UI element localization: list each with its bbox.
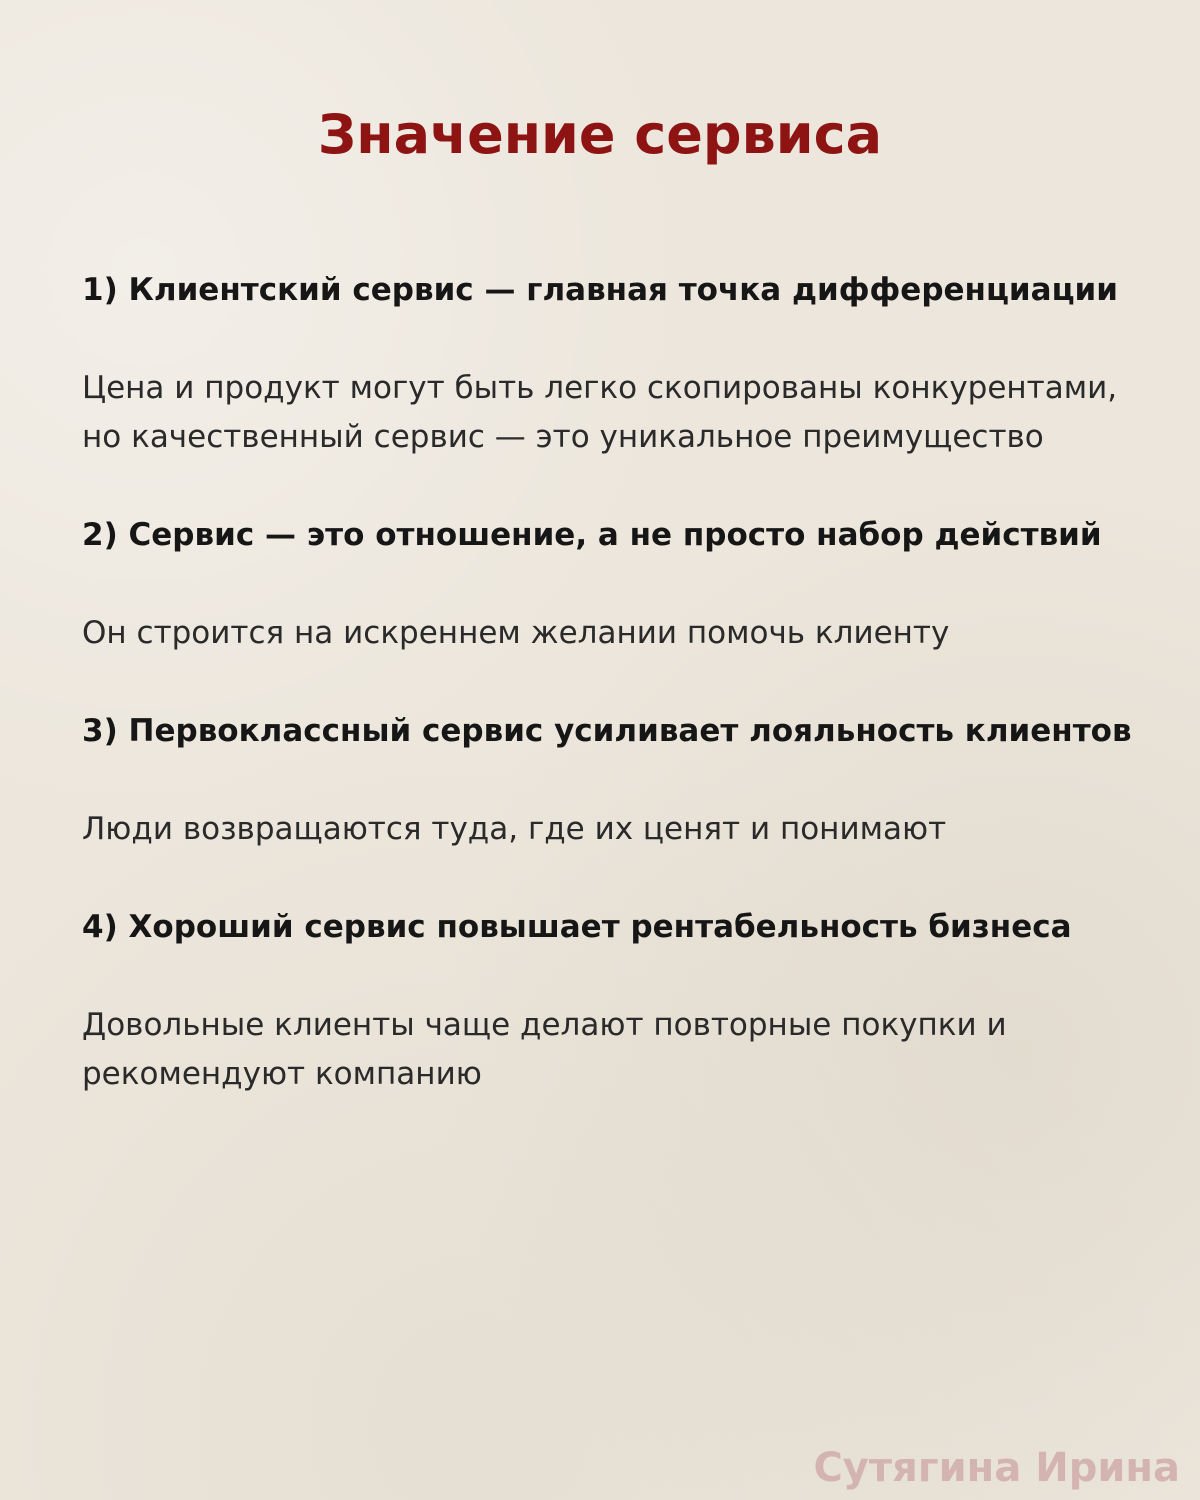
section-1 (82, 266, 1142, 462)
section-heading: 2) Сервис — это отношение, а не просто набор действий (82, 517, 1102, 553)
section-text: Люди возвращаются туда, где их ценят и понимают (82, 811, 947, 847)
content (82, 266, 1142, 1148)
author-watermark: Сутягина Ирина (813, 1445, 1180, 1491)
section-4 (82, 903, 1142, 1099)
section-text: Довольные клиенты чаще делают повторные покупки и рекомендуют компанию (82, 1007, 1007, 1092)
section-heading: 3) Первоклассный сервис усиливает лояльность клиентов (82, 713, 1132, 749)
page-title: Значение сервиса (317, 103, 883, 166)
section-heading: 1) Клиентский сервис — главная точка дифференциации (82, 272, 1118, 308)
section-3 (82, 707, 1142, 854)
section-text: Он строится на искреннем желании помочь клиенту (82, 615, 950, 651)
section-2 (82, 511, 1142, 658)
section-text: Цена и продукт могут быть легко скопированы конкурентами, но качественный сервис — это уникальное преимущество (82, 370, 1118, 455)
section-heading: 4) Хороший сервис повышает рентабельность бизнеса (82, 909, 1072, 945)
